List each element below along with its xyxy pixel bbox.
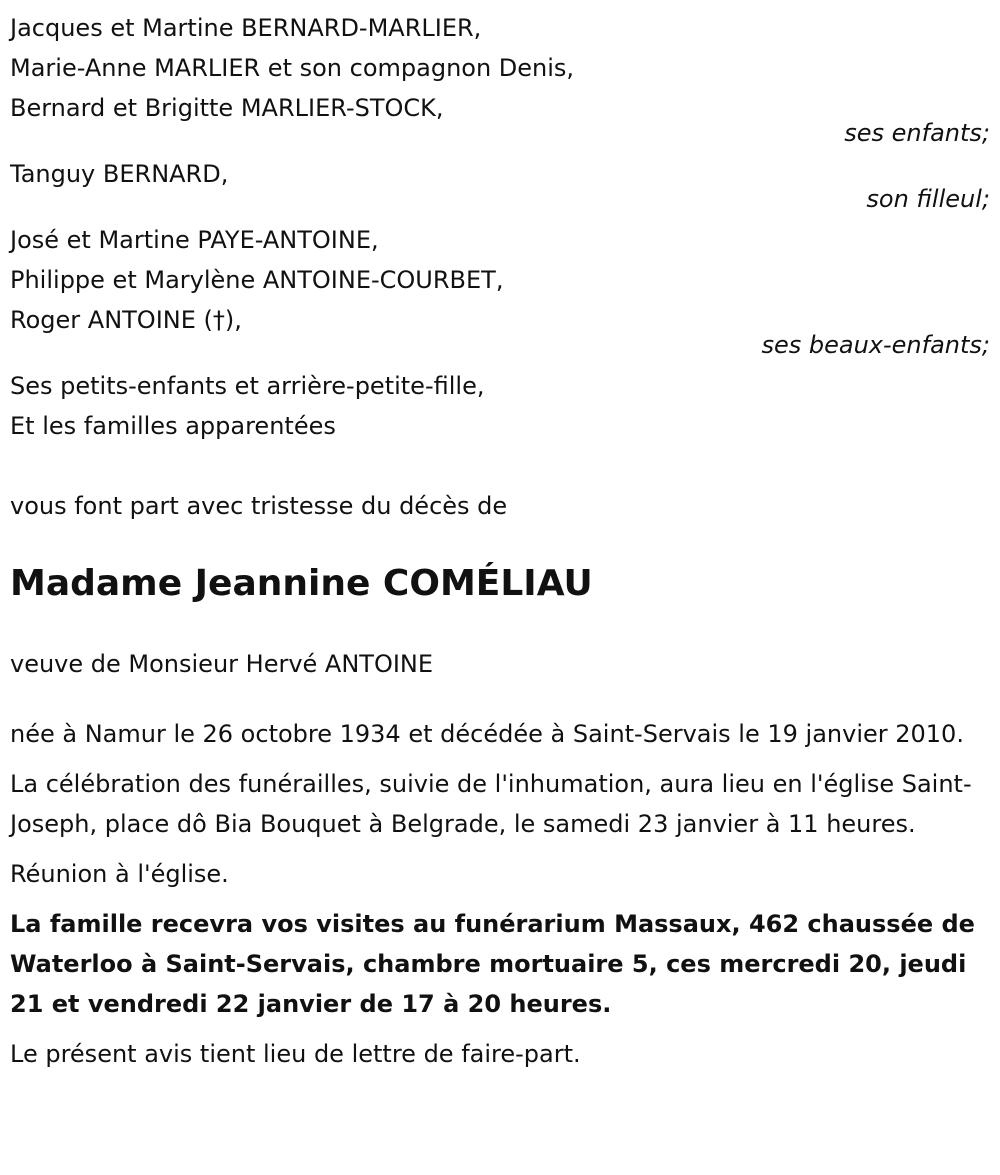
meeting-text: Réunion à l'église.: [10, 860, 229, 888]
family-line: Tanguy BERNARD,: [10, 160, 229, 188]
death-notice: [10, 8, 990, 1084]
family-line: Marie-Anne MARLIER et son compagnon Denis,: [10, 54, 575, 82]
visits-text: La famille recevra vos visites au funérarium Massaux, 462 chaussée de Waterloo à Saint-Servais, chambre mortuaire 5, ces mercredi 20, jeudi 21 et vendredi 22 janvier de 17 à 20 heures.: [10, 910, 975, 1018]
deceased-name: Madame Jeannine COMÉLIAU: [10, 563, 593, 604]
family-line: Jacques et Martine BERNARD-MARLIER,: [10, 14, 482, 42]
family-line: José et Martine PAYE-ANTOINE,: [10, 226, 379, 254]
announcement-text: vous font part avec tristesse du décès de: [10, 492, 508, 520]
widow-of-text: veuve de Monsieur Hervé ANTOINE: [10, 650, 434, 678]
funeral-text: La célébration des funérailles, suivie de l'inhumation, aura lieu en l'église Saint-Joseph, place dô Bia Bouquet à Belgrade, le samedi 23 janvier à 11 heures.: [10, 770, 972, 838]
family-line: Et les familles apparentées: [10, 412, 336, 440]
stepchildren-group: [10, 220, 990, 360]
spacer: [10, 684, 990, 714]
relation-label: ses enfants;: [844, 119, 990, 147]
spacer: [10, 446, 990, 486]
relation-label: son filleul;: [866, 185, 990, 213]
family-line: Philippe et Marylène ANTOINE-COURBET,: [10, 266, 504, 294]
family-line: Roger ANTOINE (†),: [10, 306, 242, 334]
godson-group: [10, 154, 990, 214]
closing-text: Le présent avis tient lieu de lettre de faire-part.: [10, 1040, 581, 1068]
relation-label: ses beaux-enfants;: [761, 331, 990, 359]
family-line: Bernard et Brigitte MARLIER-STOCK,: [10, 94, 444, 122]
family-line: Ses petits-enfants et arrière-petite-fille,: [10, 372, 485, 400]
other-family-group: [10, 366, 990, 446]
birth-death-text: née à Namur le 26 octobre 1934 et décédée à Saint-Servais le 19 janvier 2010.: [10, 720, 964, 748]
children-group: [10, 8, 990, 148]
